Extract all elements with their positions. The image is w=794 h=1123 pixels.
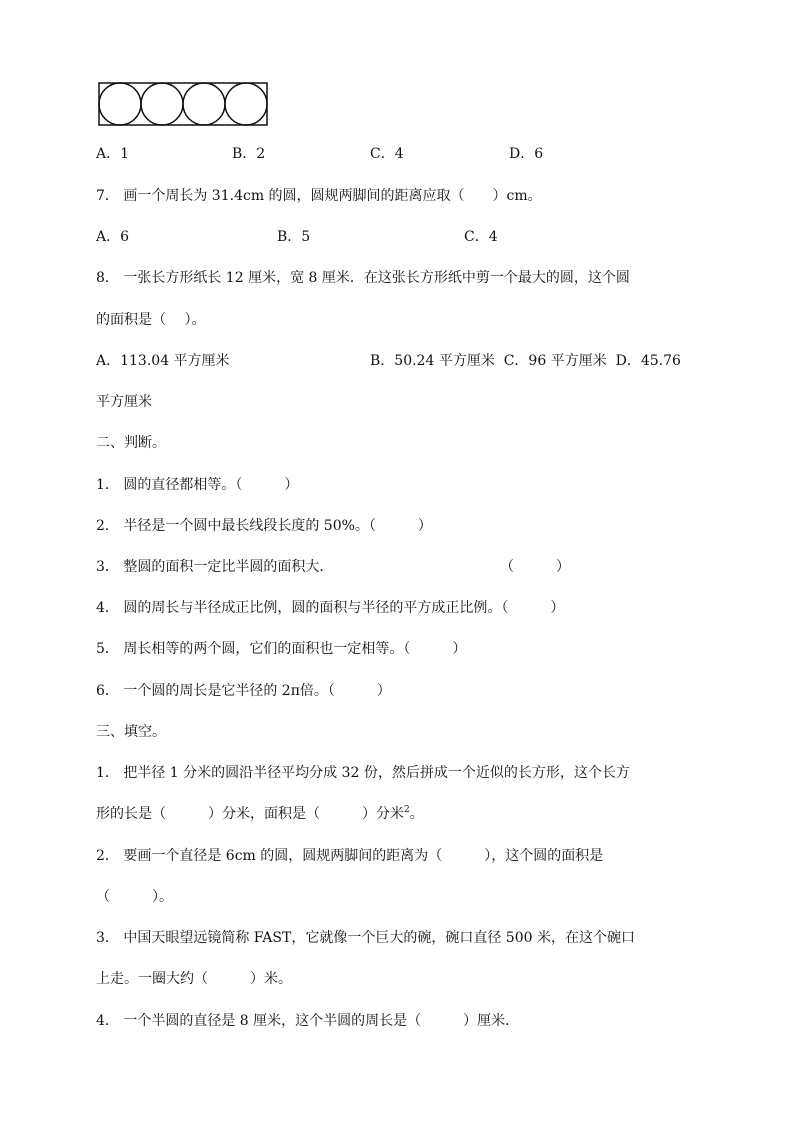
fill-q1-superscript: 2: [404, 805, 410, 815]
q8-options-bcd: B．50.24 平方厘米 C．96 平方厘米 D．45.76: [370, 353, 681, 369]
fill-q1-line2-text: 形的长是（ ）分米，面积是（ ）分米: [96, 806, 404, 822]
q7-option-a: A．6: [96, 229, 130, 245]
figure-circle-3: [183, 83, 225, 125]
fill-q4: 4． 一个半圆的直径是 8 厘米，这个半圆的周长是（ ）厘米．: [96, 1013, 520, 1029]
fill-q2-line1: 2． 要画一个直径是 6cm 的圆，圆规两脚间的距离为（ ），这个圆的面积是: [96, 848, 604, 864]
q8-option-d-cont: 平方厘米: [96, 394, 152, 410]
section2-title: 二、判断。: [96, 435, 166, 451]
q6-option-a: A．1: [96, 146, 130, 162]
q6-option-c: C．4: [370, 146, 404, 162]
figure-circle-4: [225, 83, 267, 125]
q6-option-d: D．6: [509, 146, 544, 162]
judge-item-1: 1． 圆的直径都相等。（ ）: [96, 477, 299, 493]
judge-item-6: 6． 一个圆的周长是它半径的 2π倍。（ ）: [96, 683, 391, 699]
fill-q1-line1: 1． 把半径 1 分米的圆沿半径平均分成 32 份，然后拼成一个近似的长方形，这个长方: [96, 765, 630, 781]
q7-stem: 7． 画一个周长为 31.4cm 的圆，圆规两脚间的距离应取（ ）cm。: [96, 188, 542, 204]
judge-item-5: 5． 周长相等的两个圆，它们的面积也一定相等。（ ）: [96, 641, 467, 657]
q6-option-b: B．2: [232, 146, 266, 162]
q8-option-a: A．113.04 平方厘米: [96, 353, 230, 369]
figure-circle-1: [99, 83, 141, 125]
fill-q2-line2: （ ）。: [96, 889, 173, 905]
q7-option-b: B．5: [277, 229, 311, 245]
q8-stem-line1: 8． 一张长方形纸长 12 厘米，宽 8 厘米．在这张长方形纸中剪一个最大的圆，这个圆: [96, 270, 630, 286]
fill-q3-line1: 3． 中国天眼望远镜简称 FAST，它就像一个巨大的碗，碗口直径 500 米，在这个碗口: [96, 930, 635, 946]
judge-item-4: 4． 圆的周长与半径成正比例，圆的面积与半径的平方成正比例。（ ）: [96, 600, 565, 616]
fill-q1-line2: [96, 804, 424, 824]
fill-q1-line2-end: 。: [409, 806, 424, 822]
judge-item-3-blank: （ ）: [500, 559, 570, 575]
rectangle-four-circles-figure: [98, 82, 270, 128]
q7-option-c: C．4: [464, 229, 498, 245]
judge-item-2: 2． 半径是一个圆中最长线段长度的 50%。（ ）: [96, 518, 432, 534]
fill-q3-line2: 上走。一圈大约（ ）米。: [96, 971, 292, 987]
q8-stem-line2: 的面积是（ ）。: [96, 312, 206, 328]
section3-title: 三、填空。: [96, 724, 166, 740]
judge-item-3: 3． 整圆的面积一定比半圆的面积大．: [96, 559, 334, 575]
figure-circle-2: [141, 83, 183, 125]
